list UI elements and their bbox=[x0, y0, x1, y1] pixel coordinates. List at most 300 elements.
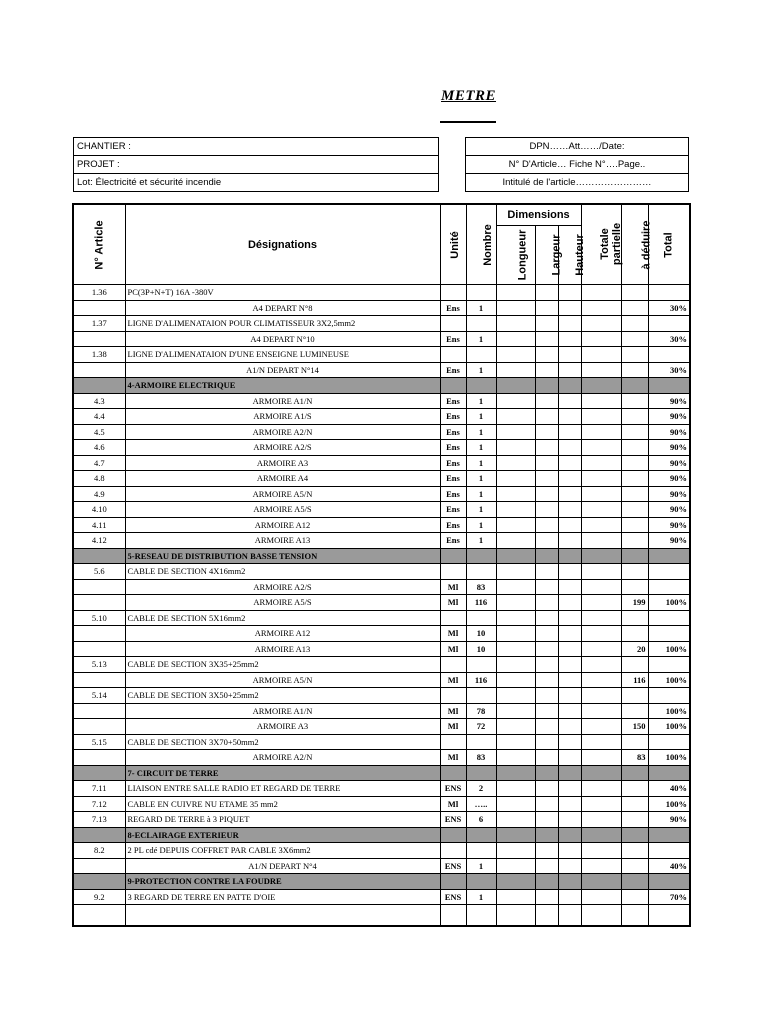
cell-designation: A4 DEPART N°10 bbox=[125, 331, 440, 347]
cell-article: 4.6 bbox=[73, 440, 125, 456]
cell-total bbox=[648, 564, 690, 580]
cell-largeur bbox=[535, 626, 558, 642]
cell-a-deduire bbox=[621, 579, 648, 595]
cell-nombre: 1 bbox=[466, 455, 496, 471]
cell-nombre: 1 bbox=[466, 533, 496, 549]
cell-longueur bbox=[496, 300, 535, 316]
cell-longueur bbox=[496, 471, 535, 487]
cell-nombre bbox=[466, 657, 496, 673]
cell-totale-partielle bbox=[581, 517, 621, 533]
section-row bbox=[73, 827, 690, 843]
cell-empty bbox=[496, 378, 535, 394]
cell-hauteur bbox=[558, 300, 581, 316]
cell-nombre bbox=[466, 285, 496, 301]
cell-a-deduire bbox=[621, 626, 648, 642]
cell-totale-partielle bbox=[581, 703, 621, 719]
cell-longueur bbox=[496, 362, 535, 378]
cell-article: 4.10 bbox=[73, 502, 125, 518]
cell-total: 90% bbox=[648, 486, 690, 502]
cell-largeur bbox=[535, 471, 558, 487]
cell-unite: Ens bbox=[440, 486, 466, 502]
cell-longueur bbox=[496, 486, 535, 502]
cell-empty bbox=[496, 827, 535, 843]
cell-a-deduire: 150 bbox=[621, 719, 648, 735]
cell-a-deduire bbox=[621, 610, 648, 626]
cell-total: 90% bbox=[648, 455, 690, 471]
table-row bbox=[73, 502, 690, 518]
cell-totale-partielle bbox=[581, 440, 621, 456]
cell-hauteur bbox=[558, 796, 581, 812]
cell-nombre: 10 bbox=[466, 626, 496, 642]
cell-empty bbox=[535, 905, 558, 927]
cell-totale-partielle bbox=[581, 285, 621, 301]
cell-longueur bbox=[496, 703, 535, 719]
cell-total bbox=[648, 688, 690, 704]
cell-totale-partielle bbox=[581, 409, 621, 425]
cell-designation: REGARD DE TERRE à 3 PIQUET bbox=[125, 812, 440, 828]
article-info-box bbox=[465, 137, 689, 192]
cell-designation: ARMOIRE A2/S bbox=[125, 440, 440, 456]
cell-total bbox=[648, 579, 690, 595]
cell-designation: ARMOIRE A4 bbox=[125, 471, 440, 487]
cell-longueur bbox=[496, 750, 535, 766]
cell-article: 5.14 bbox=[73, 688, 125, 704]
cell-a-deduire bbox=[621, 812, 648, 828]
cell-nombre: 83 bbox=[466, 579, 496, 595]
cell-unite: Ens bbox=[440, 517, 466, 533]
cell-total: 40% bbox=[648, 858, 690, 874]
header-a-deduire: à déduire bbox=[621, 204, 648, 285]
cell-largeur bbox=[535, 486, 558, 502]
cell-hauteur bbox=[558, 440, 581, 456]
cell-hauteur bbox=[558, 595, 581, 611]
cell-totale-partielle bbox=[581, 455, 621, 471]
section-title: 9-PROTECTION CONTRE LA FOUDRE bbox=[125, 874, 440, 890]
cell-article: 5.15 bbox=[73, 734, 125, 750]
cell-hauteur bbox=[558, 579, 581, 595]
cell-empty bbox=[466, 378, 496, 394]
cell-empty bbox=[648, 765, 690, 781]
table-row bbox=[73, 316, 690, 332]
cell-total: 90% bbox=[648, 424, 690, 440]
cell-totale-partielle bbox=[581, 858, 621, 874]
cell-unite: Ens bbox=[440, 440, 466, 456]
cell-a-deduire bbox=[621, 409, 648, 425]
cell-hauteur bbox=[558, 502, 581, 518]
cell-a-deduire bbox=[621, 734, 648, 750]
cell-totale-partielle bbox=[581, 889, 621, 905]
cell-designation: ARMOIRE A13 bbox=[125, 641, 440, 657]
table-row bbox=[73, 750, 690, 766]
cell-total bbox=[648, 347, 690, 363]
cell-nombre: 1 bbox=[466, 440, 496, 456]
cell-unite: ENS bbox=[440, 781, 466, 797]
cell-longueur bbox=[496, 858, 535, 874]
cell-total: 90% bbox=[648, 502, 690, 518]
cell-a-deduire: 199 bbox=[621, 595, 648, 611]
cell-nombre: 72 bbox=[466, 719, 496, 735]
cell-unite: Ens bbox=[440, 362, 466, 378]
header-hauteur: Hauteur bbox=[558, 226, 581, 285]
cell-totale-partielle bbox=[581, 424, 621, 440]
cell-longueur bbox=[496, 796, 535, 812]
header-unite: Unité bbox=[440, 204, 466, 285]
cell-a-deduire bbox=[621, 889, 648, 905]
cell-nombre: 1 bbox=[466, 409, 496, 425]
cell-largeur bbox=[535, 455, 558, 471]
cell-total bbox=[648, 285, 690, 301]
cell-largeur bbox=[535, 688, 558, 704]
cell-largeur bbox=[535, 362, 558, 378]
cell-totale-partielle bbox=[581, 347, 621, 363]
cell-totale-partielle bbox=[581, 812, 621, 828]
cell-largeur bbox=[535, 734, 558, 750]
cell-article: 4.9 bbox=[73, 486, 125, 502]
cell-nombre: 1 bbox=[466, 858, 496, 874]
cell-unite bbox=[440, 657, 466, 673]
cell-total bbox=[648, 610, 690, 626]
cell-empty bbox=[558, 905, 581, 927]
cell-unite bbox=[440, 316, 466, 332]
table-row bbox=[73, 471, 690, 487]
table-row bbox=[73, 440, 690, 456]
cell-hauteur bbox=[558, 362, 581, 378]
article-fiche-line: N° D'Article… Fiche N°….Page.. bbox=[466, 156, 688, 174]
cell-largeur bbox=[535, 564, 558, 580]
cell-total: 90% bbox=[648, 440, 690, 456]
cell-unite bbox=[440, 285, 466, 301]
cell-empty bbox=[621, 548, 648, 564]
table-row bbox=[73, 703, 690, 719]
table-row bbox=[73, 858, 690, 874]
cell-article: 1.36 bbox=[73, 285, 125, 301]
cell-longueur bbox=[496, 331, 535, 347]
cell-largeur bbox=[535, 750, 558, 766]
project-info-box bbox=[73, 137, 439, 192]
cell-largeur bbox=[535, 316, 558, 332]
cell-nombre: 10 bbox=[466, 641, 496, 657]
cell-totale-partielle bbox=[581, 564, 621, 580]
cell-hauteur bbox=[558, 331, 581, 347]
header-totale-partielle: Totale partielle bbox=[581, 204, 621, 285]
header-total: Total bbox=[648, 204, 690, 285]
cell-unite: Ml bbox=[440, 719, 466, 735]
table-row bbox=[73, 781, 690, 797]
cell-empty bbox=[581, 765, 621, 781]
cell-nombre: 6 bbox=[466, 812, 496, 828]
cell-hauteur bbox=[558, 455, 581, 471]
cell-unite: Ens bbox=[440, 424, 466, 440]
cell-designation: ARMOIRE A1/N bbox=[125, 393, 440, 409]
cell-hauteur bbox=[558, 672, 581, 688]
cell-nombre: 1 bbox=[466, 362, 496, 378]
cell-totale-partielle bbox=[581, 688, 621, 704]
cell-unite: Ml bbox=[440, 579, 466, 595]
table-row bbox=[73, 626, 690, 642]
cell-total: 100% bbox=[648, 719, 690, 735]
cell-article: 5.13 bbox=[73, 657, 125, 673]
cell-unite bbox=[440, 734, 466, 750]
cell-empty bbox=[621, 905, 648, 927]
cell-unite: Ens bbox=[440, 393, 466, 409]
cell-article: 7.11 bbox=[73, 781, 125, 797]
cell-designation: ARMOIRE A2/N bbox=[125, 750, 440, 766]
cell-designation: CABLE DE SECTION 4X16mm2 bbox=[125, 564, 440, 580]
cell-longueur bbox=[496, 781, 535, 797]
cell-totale-partielle bbox=[581, 300, 621, 316]
cell-empty bbox=[496, 548, 535, 564]
cell-article: 4.11 bbox=[73, 517, 125, 533]
cell-a-deduire bbox=[621, 564, 648, 580]
cell-article: 4.5 bbox=[73, 424, 125, 440]
cell-totale-partielle bbox=[581, 843, 621, 859]
cell-a-deduire: 116 bbox=[621, 672, 648, 688]
cell-article bbox=[73, 827, 125, 843]
cell-nombre bbox=[466, 347, 496, 363]
cell-a-deduire bbox=[621, 486, 648, 502]
cell-hauteur bbox=[558, 688, 581, 704]
cell-unite: Ml bbox=[440, 641, 466, 657]
cell-hauteur bbox=[558, 610, 581, 626]
cell-empty bbox=[466, 905, 496, 927]
cell-a-deduire bbox=[621, 347, 648, 363]
cell-designation: 2 PL cdé DEPUIS COFFRET PAR CABLE 3X6mm2 bbox=[125, 843, 440, 859]
cell-designation: CABLE EN CUIVRE NU ETAME 35 mm2 bbox=[125, 796, 440, 812]
cell-totale-partielle bbox=[581, 502, 621, 518]
cell-total: 100% bbox=[648, 750, 690, 766]
cell-longueur bbox=[496, 440, 535, 456]
cell-hauteur bbox=[558, 486, 581, 502]
cell-totale-partielle bbox=[581, 331, 621, 347]
cell-designation: A1/N DEPART N°4 bbox=[125, 858, 440, 874]
cell-nombre: 1 bbox=[466, 424, 496, 440]
cell-designation: ARMOIRE A12 bbox=[125, 626, 440, 642]
cell-longueur bbox=[496, 812, 535, 828]
cell-article: 5.10 bbox=[73, 610, 125, 626]
cell-a-deduire bbox=[621, 858, 648, 874]
cell-unite: Ens bbox=[440, 455, 466, 471]
cell-hauteur bbox=[558, 641, 581, 657]
cell-article: 4.12 bbox=[73, 533, 125, 549]
cell-empty bbox=[621, 378, 648, 394]
section-title: 5-RESEAU DE DISTRIBUTION BASSE TENSION bbox=[125, 548, 440, 564]
cell-a-deduire: 20 bbox=[621, 641, 648, 657]
cell-hauteur bbox=[558, 626, 581, 642]
cell-longueur bbox=[496, 533, 535, 549]
cell-unite: Ens bbox=[440, 409, 466, 425]
projet-line: PROJET : bbox=[74, 156, 438, 174]
cell-a-deduire bbox=[621, 440, 648, 456]
cell-empty bbox=[440, 827, 466, 843]
table-row bbox=[73, 672, 690, 688]
cell-designation: CABLE DE SECTION 3X70+50mm2 bbox=[125, 734, 440, 750]
cell-largeur bbox=[535, 595, 558, 611]
cell-empty bbox=[466, 827, 496, 843]
cell-empty bbox=[535, 378, 558, 394]
cell-largeur bbox=[535, 517, 558, 533]
cell-empty bbox=[440, 874, 466, 890]
cell-empty bbox=[648, 378, 690, 394]
cell-empty bbox=[648, 905, 690, 927]
cell-unite: Ens bbox=[440, 502, 466, 518]
cell-longueur bbox=[496, 734, 535, 750]
cell-unite: ENS bbox=[440, 858, 466, 874]
cell-empty bbox=[73, 905, 125, 927]
cell-a-deduire: 83 bbox=[621, 750, 648, 766]
table-row bbox=[73, 610, 690, 626]
table-row bbox=[73, 486, 690, 502]
metre-table bbox=[72, 203, 691, 927]
cell-empty bbox=[581, 827, 621, 843]
header-largeur: Largeur bbox=[535, 226, 558, 285]
cell-hauteur bbox=[558, 285, 581, 301]
cell-a-deduire bbox=[621, 424, 648, 440]
header-nombre: Nombre bbox=[466, 204, 496, 285]
cell-article: 5.6 bbox=[73, 564, 125, 580]
cell-hauteur bbox=[558, 393, 581, 409]
cell-nombre: 1 bbox=[466, 300, 496, 316]
table-row bbox=[73, 734, 690, 750]
cell-longueur bbox=[496, 409, 535, 425]
cell-unite bbox=[440, 688, 466, 704]
table-row bbox=[73, 533, 690, 549]
cell-empty bbox=[558, 765, 581, 781]
cell-hauteur bbox=[558, 657, 581, 673]
cell-hauteur bbox=[558, 812, 581, 828]
cell-nombre: 116 bbox=[466, 672, 496, 688]
table-row bbox=[73, 641, 690, 657]
cell-hauteur bbox=[558, 347, 581, 363]
section-row bbox=[73, 874, 690, 890]
title-underline bbox=[440, 121, 496, 123]
cell-unite bbox=[440, 843, 466, 859]
table-row bbox=[73, 843, 690, 859]
cell-totale-partielle bbox=[581, 641, 621, 657]
cell-largeur bbox=[535, 812, 558, 828]
table-row bbox=[73, 579, 690, 595]
cell-largeur bbox=[535, 331, 558, 347]
cell-designation: ARMOIRE A5/S bbox=[125, 502, 440, 518]
cell-empty bbox=[535, 548, 558, 564]
table-row bbox=[73, 812, 690, 828]
cell-empty bbox=[621, 765, 648, 781]
cell-totale-partielle bbox=[581, 626, 621, 642]
cell-nombre: 83 bbox=[466, 750, 496, 766]
cell-total: 100% bbox=[648, 641, 690, 657]
lot-line: Lot: Électricité et sécurité incendie bbox=[77, 177, 222, 188]
cell-totale-partielle bbox=[581, 471, 621, 487]
cell-total bbox=[648, 843, 690, 859]
cell-longueur bbox=[496, 564, 535, 580]
cell-a-deduire bbox=[621, 455, 648, 471]
table-row bbox=[73, 657, 690, 673]
cell-unite bbox=[440, 610, 466, 626]
cell-total: 30% bbox=[648, 300, 690, 316]
cell-empty bbox=[125, 905, 440, 927]
cell-empty bbox=[648, 874, 690, 890]
cell-a-deduire bbox=[621, 393, 648, 409]
cell-total: 90% bbox=[648, 517, 690, 533]
cell-largeur bbox=[535, 781, 558, 797]
cell-total: 100% bbox=[648, 796, 690, 812]
cell-empty bbox=[440, 905, 466, 927]
cell-hauteur bbox=[558, 517, 581, 533]
cell-a-deduire bbox=[621, 362, 648, 378]
cell-article: 4.7 bbox=[73, 455, 125, 471]
cell-longueur bbox=[496, 688, 535, 704]
cell-empty bbox=[558, 874, 581, 890]
cell-total bbox=[648, 316, 690, 332]
cell-a-deduire bbox=[621, 796, 648, 812]
cell-empty bbox=[535, 765, 558, 781]
cell-longueur bbox=[496, 579, 535, 595]
cell-nombre bbox=[466, 734, 496, 750]
cell-empty bbox=[466, 765, 496, 781]
cell-totale-partielle bbox=[581, 781, 621, 797]
cell-totale-partielle bbox=[581, 316, 621, 332]
cell-designation: A1/N DEPART N°14 bbox=[125, 362, 440, 378]
cell-total: 100% bbox=[648, 595, 690, 611]
cell-a-deduire bbox=[621, 316, 648, 332]
cell-totale-partielle bbox=[581, 362, 621, 378]
cell-hauteur bbox=[558, 703, 581, 719]
cell-longueur bbox=[496, 502, 535, 518]
cell-empty bbox=[581, 378, 621, 394]
table-row bbox=[73, 424, 690, 440]
cell-article bbox=[73, 362, 125, 378]
cell-totale-partielle bbox=[581, 719, 621, 735]
cell-designation: LIAISON ENTRE SALLE RADIO ET REGARD DE TERRE bbox=[125, 781, 440, 797]
chantier-line: CHANTIER : bbox=[74, 138, 438, 156]
cell-empty bbox=[535, 827, 558, 843]
cell-unite bbox=[440, 564, 466, 580]
cell-largeur bbox=[535, 300, 558, 316]
table-row bbox=[73, 517, 690, 533]
dpn-line: DPN……Att……/Date: bbox=[466, 138, 688, 156]
cell-nombre: 1 bbox=[466, 486, 496, 502]
cell-article bbox=[73, 331, 125, 347]
cell-designation: 3 REGARD DE TERRE EN PATTE D'OIE bbox=[125, 889, 440, 905]
cell-a-deduire bbox=[621, 502, 648, 518]
cell-hauteur bbox=[558, 781, 581, 797]
cell-longueur bbox=[496, 657, 535, 673]
cell-a-deduire bbox=[621, 533, 648, 549]
cell-empty bbox=[621, 874, 648, 890]
cell-nombre bbox=[466, 316, 496, 332]
cell-total: 90% bbox=[648, 393, 690, 409]
cell-empty bbox=[558, 378, 581, 394]
header-designations: Désignations bbox=[125, 204, 440, 285]
table-row bbox=[73, 688, 690, 704]
cell-unite bbox=[440, 347, 466, 363]
cell-designation: ARMOIRE A2/N bbox=[125, 424, 440, 440]
cell-totale-partielle bbox=[581, 750, 621, 766]
cell-designation: ARMOIRE A5/N bbox=[125, 486, 440, 502]
cell-longueur bbox=[496, 672, 535, 688]
cell-longueur bbox=[496, 285, 535, 301]
cell-longueur bbox=[496, 889, 535, 905]
cell-largeur bbox=[535, 502, 558, 518]
cell-article bbox=[73, 672, 125, 688]
cell-total: 90% bbox=[648, 471, 690, 487]
cell-total: 40% bbox=[648, 781, 690, 797]
cell-totale-partielle bbox=[581, 672, 621, 688]
cell-nombre: 1 bbox=[466, 471, 496, 487]
cell-article bbox=[73, 874, 125, 890]
cell-empty bbox=[496, 874, 535, 890]
cell-total: 100% bbox=[648, 672, 690, 688]
cell-total bbox=[648, 657, 690, 673]
